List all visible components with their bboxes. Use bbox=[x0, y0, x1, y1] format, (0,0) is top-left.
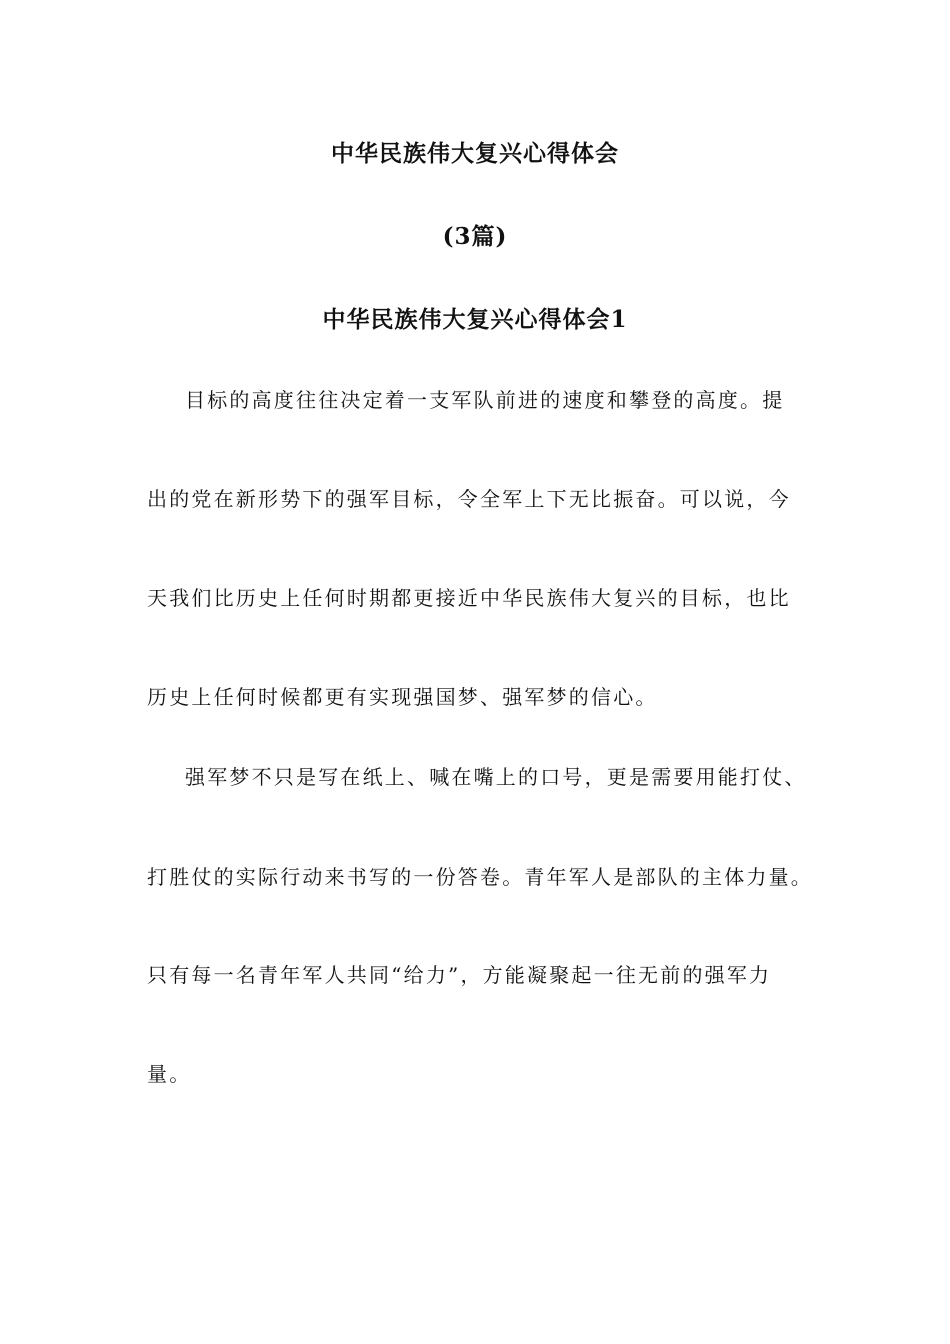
paragraph-line: 强军梦不只是写在纸上、喊在嘴上的口号，更是需要用能打仗、 bbox=[185, 765, 807, 789]
paragraph-line: 出的党在新形势下的强军目标，令全军上下无比振奋。可以说，今 bbox=[147, 487, 791, 511]
paragraph-line: 打胜仗的实际行动来书写的一份答卷。青年军人是部队的主体力量。 bbox=[147, 865, 813, 889]
paragraph-line: 历史上任何时候都更有实现强国梦、强军梦的信心。 bbox=[147, 685, 658, 709]
paragraph-line: 目标的高度往往决定着一支军队前进的速度和攀登的高度。提 bbox=[185, 388, 785, 412]
document-title: 中华民族伟大复兴心得体会 bbox=[331, 140, 619, 167]
paragraph-line: 天我们比历史上任何时期都更接近中华民族伟大复兴的目标，也比 bbox=[147, 586, 791, 610]
document-subtitle: (3篇) bbox=[442, 223, 508, 250]
section-title: 中华民族伟大复兴心得体会1 bbox=[322, 306, 628, 333]
paragraph-line: 量。 bbox=[147, 1062, 192, 1086]
paragraph-line: 只有每一名青年军人共同“给力”，方能凝聚起一往无前的强军力 bbox=[147, 963, 772, 987]
